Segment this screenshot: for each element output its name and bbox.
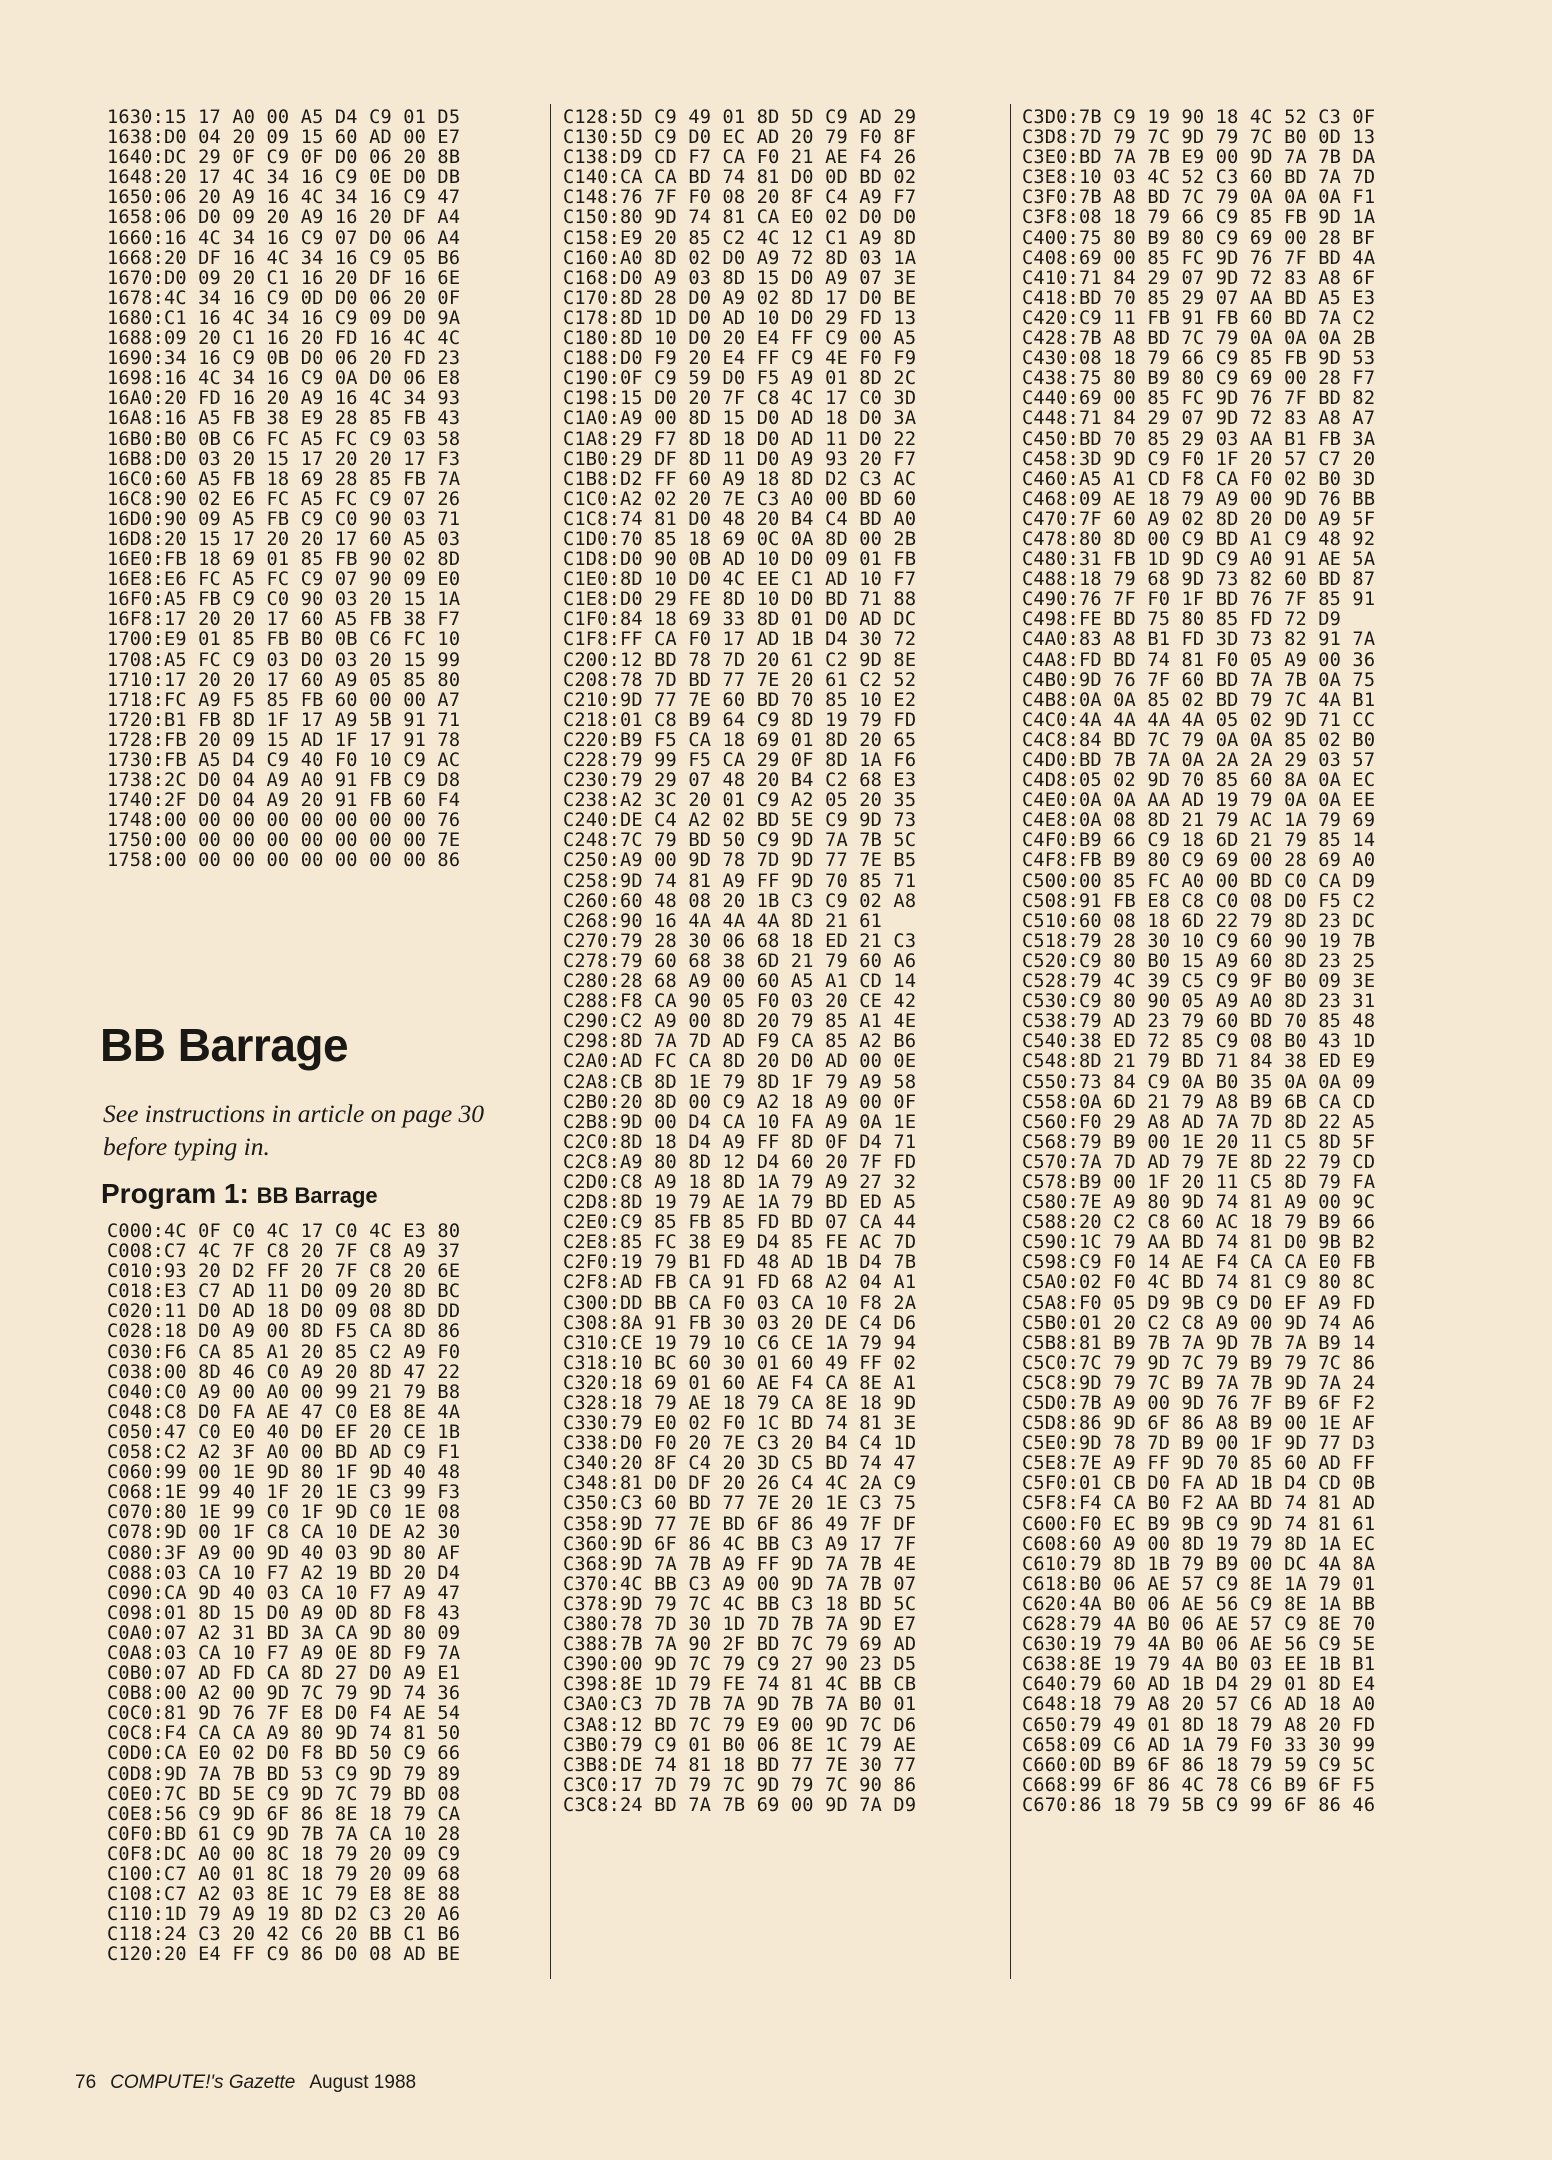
listing-line: C5E8:7E A9 FF 9D 70 85 60 AD FF <box>1022 1453 1376 1475</box>
listing-line: C030:F6 CA 85 A1 20 85 C2 A9 F0 <box>107 1341 461 1363</box>
listing-line: C228:79 99 F5 CA 29 0F 8D 1A F6 <box>563 750 917 771</box>
listing-line: C240:DE C4 A2 02 BD 5E C9 9D 73 <box>563 810 917 832</box>
listing-column-2 <box>563 108 916 1816</box>
listing-line: C568:79 B9 00 1E 20 11 C5 8D 5F <box>1022 1131 1376 1153</box>
listing-line: C650:79 49 01 8D 18 79 A8 20 FD <box>1022 1714 1376 1736</box>
listing-line: C4B8:0A 0A 85 02 BD 79 7C 4A B1 <box>1022 689 1376 711</box>
listing-line: C550:73 84 C9 0A B0 35 0A 0A 09 <box>1022 1071 1376 1093</box>
listing-line: C2C0:8D 18 D4 A9 FF 8D 0F D4 71 <box>563 1131 917 1153</box>
listing-line: C198:15 D0 20 7F C8 4C 17 C0 3D <box>563 388 917 410</box>
listing-line: C2B0:20 8D 00 C9 A2 18 A9 00 0F <box>563 1091 917 1113</box>
listing-line: C058:C2 A2 3F A0 00 BD AD C9 F1 <box>107 1442 461 1464</box>
listing-line: C470:7F 60 A9 02 8D 20 D0 A9 5F <box>1022 508 1376 530</box>
listing-line: C160:A0 8D 02 D0 A9 72 8D 03 1A <box>563 247 917 269</box>
listing-line: C438:75 80 B9 80 C9 69 00 28 F7 <box>1022 368 1376 390</box>
listing-line: C500:00 85 FC A0 00 BD C0 CA D9 <box>1022 870 1376 892</box>
listing-line: C408:69 00 85 FC 9D 76 7F BD 4A <box>1022 247 1376 269</box>
listing-line: C360:9D 6F 86 4C BB C3 A9 17 7F <box>563 1533 917 1555</box>
listing-line: C278:79 60 68 38 6D 21 79 60 A6 <box>563 950 917 972</box>
listing-line: C090:CA 9D 40 03 CA 10 F7 A9 47 <box>107 1582 461 1604</box>
listing-line: C040:C0 A9 00 A0 00 99 21 79 B8 <box>107 1381 461 1403</box>
listing-line: C3D0:7B C9 19 90 18 4C 52 C3 0F <box>1022 107 1376 128</box>
listing-line: C608:60 A9 00 8D 19 79 8D 1A EC <box>1022 1533 1376 1555</box>
listing-line: 16D8:20 15 17 20 20 17 60 A5 03 <box>107 528 461 550</box>
listing-line: C1A8:29 F7 8D 18 D0 AD 11 D0 22 <box>563 428 917 450</box>
listing-line: C390:00 9D 7C 79 C9 27 90 23 D5 <box>563 1654 917 1676</box>
listing-line: 1720:B1 FB 8D 1F 17 A9 5B 91 71 <box>107 709 461 731</box>
listing-line: C140:CA CA BD 74 81 D0 0D BD 02 <box>563 167 917 189</box>
listing-line: C3A0:C3 7D 7B 7A 9D 7B 7A B0 01 <box>563 1694 917 1716</box>
listing-line: C3A8:12 BD 7C 79 E9 00 9D 7C D6 <box>563 1714 917 1736</box>
listing-line: C448:71 84 29 07 9D 72 83 A8 A7 <box>1022 408 1376 430</box>
listing-line: C098:01 8D 15 D0 A9 0D 8D F8 43 <box>107 1602 461 1624</box>
listing-line: C558:0A 6D 21 79 A8 B9 6B CA CD <box>1022 1091 1376 1113</box>
listing-line: C2C8:A9 80 8D 12 D4 60 20 7F FD <box>563 1151 917 1173</box>
listing-line: C0D0:CA E0 02 D0 F8 BD 50 C9 66 <box>107 1743 461 1765</box>
program-name: BB Barrage <box>256 1183 378 1208</box>
listing-line: 1680:C1 16 4C 34 16 C9 09 D0 9A <box>107 307 461 329</box>
listing-line: C4B0:9D 76 7F 60 BD 7A 7B 0A 75 <box>1022 669 1376 691</box>
listing-line: C020:11 D0 AD 18 D0 09 08 8D DD <box>107 1301 461 1323</box>
listing-line: C630:19 79 4A B0 06 AE 56 C9 5E <box>1022 1634 1376 1656</box>
listing-line: C268:90 16 4A 4A 4A 8D 21 61 <box>563 910 883 932</box>
listing-line: 16F8:17 20 20 17 60 A5 FB 38 F7 <box>107 609 461 631</box>
listing-line: C070:80 1E 99 C0 1F 9D C0 1E 08 <box>107 1502 461 1524</box>
listing-line: C2D0:C8 A9 18 8D 1A 79 A9 27 32 <box>563 1171 917 1193</box>
listing-line: C4D8:05 02 9D 70 85 60 8A 0A EC <box>1022 770 1376 792</box>
listing-line: 1650:06 20 A9 16 4C 34 16 C9 47 <box>107 187 461 209</box>
listing-line: C320:18 69 01 60 AE F4 CA 8E A1 <box>563 1372 917 1394</box>
listing-line: C5F8:F4 CA B0 F2 AA BD 74 81 AD <box>1022 1493 1376 1515</box>
listing-line: C428:7B A8 BD 7C 79 0A 0A 0A 2B <box>1022 328 1376 350</box>
listing-line: C138:D9 CD F7 CA F0 21 AE F4 26 <box>563 147 917 169</box>
listing-line: 1670:D0 09 20 C1 16 20 DF 16 6E <box>107 267 461 289</box>
listing-line: C168:D0 A9 03 8D 15 D0 A9 07 3E <box>563 267 917 289</box>
listing-line: C2B8:9D 00 D4 CA 10 FA A9 0A 1E <box>563 1111 917 1133</box>
listing-line: C610:79 8D 1B 79 B9 00 DC 4A 8A <box>1022 1553 1376 1575</box>
listing-line: C3D8:7D 79 7C 9D 79 7C B0 0D 13 <box>1022 127 1376 149</box>
listing-line: C410:71 84 29 07 9D 72 83 A8 6F <box>1022 267 1376 289</box>
listing-line: C400:75 80 B9 80 C9 69 00 28 BF <box>1022 227 1376 249</box>
listing-line: 1688:09 20 C1 16 20 FD 16 4C 4C <box>107 328 461 350</box>
listing-line: C4D0:BD 7B 7A 0A 2A 2A 29 03 57 <box>1022 750 1376 771</box>
listing-line: C078:9D 00 1F C8 CA 10 DE A2 30 <box>107 1522 461 1544</box>
column-rule-left <box>550 104 551 1979</box>
article-title: BB Barrage <box>100 1019 349 1071</box>
listing-line: 1648:20 17 4C 34 16 C9 0E D0 DB <box>107 167 461 189</box>
listing-line: C598:C9 F0 14 AE F4 CA CA E0 FB <box>1022 1252 1376 1274</box>
listing-line: C380:78 7D 30 1D 7D 7B 7A 9D E7 <box>563 1614 917 1636</box>
listing-line: C450:BD 70 85 29 03 AA B1 FB 3A <box>1022 428 1376 450</box>
listing-line: C1B8:D2 FF 60 A9 18 8D D2 C3 AC <box>563 468 917 490</box>
listing-line: C370:4C BB C3 A9 00 9D 7A 7B 07 <box>563 1573 917 1595</box>
listing-line: C460:A5 A1 CD F8 CA F0 02 B0 3D <box>1022 468 1376 490</box>
listing-line: C1E0:8D 10 D0 4C EE C1 AD 10 F7 <box>563 569 917 591</box>
listing-line: C210:9D 77 7E 60 BD 70 85 10 E2 <box>563 689 917 711</box>
listing-line: C640:79 60 AD 1B D4 29 01 8D E4 <box>1022 1674 1376 1696</box>
listing-line: C1F8:FF CA F0 17 AD 1B D4 30 72 <box>563 629 917 651</box>
listing-line: 1750:00 00 00 00 00 00 00 00 7E <box>107 830 461 852</box>
listing-line: C548:8D 21 79 BD 71 84 38 ED E9 <box>1022 1051 1376 1073</box>
listing-line: C328:18 79 AE 18 79 CA 8E 18 9D <box>563 1393 917 1414</box>
listing-line: C150:80 9D 74 81 CA E0 02 D0 D0 <box>563 207 917 229</box>
listing-line: C600:F0 EC B9 9B C9 9D 74 81 61 <box>1022 1513 1376 1535</box>
listing-line: C190:0F C9 59 D0 F5 A9 01 8D 2C <box>563 368 917 390</box>
listing-line: C4E8:0A 08 8D 21 79 AC 1A 79 69 <box>1022 810 1376 832</box>
listing-line: C0D8:9D 7A 7B BD 53 C9 9D 79 89 <box>107 1763 461 1785</box>
listing-line: 16E8:E6 FC A5 FC C9 07 90 09 E0 <box>107 569 461 591</box>
listing-line: C0B0:07 AD FD CA 8D 27 D0 A9 E1 <box>107 1663 461 1685</box>
listing-line: C480:31 FB 1D 9D C9 A0 91 AE 5A <box>1022 549 1376 571</box>
listing-line: 1708:A5 FC C9 03 D0 03 20 15 99 <box>107 649 461 671</box>
listing-line: C330:79 E0 02 F0 1C BD 74 81 3E <box>563 1413 917 1435</box>
listing-line: C620:4A B0 06 AE 56 C9 8E 1A BB <box>1022 1593 1376 1615</box>
listing-line: 1700:E9 01 85 FB B0 0B C6 FC 10 <box>107 629 461 651</box>
listing-line: C3C0:17 7D 79 7C 9D 79 7C 90 86 <box>563 1774 917 1796</box>
listing-line: C468:09 AE 18 79 A9 00 9D 76 BB <box>1022 488 1376 510</box>
listing-line: C0A8:03 CA 10 F7 A9 0E 8D F9 7A <box>107 1642 461 1664</box>
listing-line: C4A0:83 A8 B1 FD 3D 73 82 91 7A <box>1022 629 1376 651</box>
listing-line: C350:C3 60 BD 77 7E 20 1E C3 75 <box>563 1493 917 1515</box>
listing-line: C028:18 D0 A9 00 8D F5 CA 8D 86 <box>107 1321 461 1343</box>
listing-line: C658:09 C6 AD 1A 79 F0 33 30 99 <box>1022 1734 1376 1756</box>
listing-line: C1B0:29 DF 8D 11 D0 A9 93 20 F7 <box>563 448 917 470</box>
listing-line: C3B0:79 C9 01 B0 06 8E 1C 79 AE <box>563 1734 917 1756</box>
listing-line: C2F0:19 79 B1 FD 48 AD 1B D4 7B <box>563 1252 917 1274</box>
listing-line: C668:99 6F 86 4C 78 C6 B9 6F F5 <box>1022 1774 1376 1796</box>
page-number: 76 <box>75 2072 97 2093</box>
program-heading <box>101 1178 378 1210</box>
listing-line: 1758:00 00 00 00 00 00 00 00 86 <box>107 850 461 872</box>
listing-line: C230:79 29 07 48 20 B4 C2 68 E3 <box>563 770 917 792</box>
listing-line: C538:79 AD 23 79 60 BD 70 85 48 <box>1022 1011 1376 1033</box>
listing-line: C5B0:01 20 C2 C8 A9 00 9D 74 A6 <box>1022 1312 1376 1334</box>
listing-line: C108:C7 A2 03 8E 1C 79 E8 8E 88 <box>107 1884 461 1906</box>
listing-line: C5D0:7B A9 00 9D 76 7F B9 6F F2 <box>1022 1393 1376 1414</box>
listing-line: C310:CE 19 79 10 C6 CE 1A 79 94 <box>563 1332 917 1354</box>
listing-line: C100:C7 A0 01 8C 18 79 20 09 68 <box>107 1864 461 1885</box>
listing-line: C308:8A 91 FB 30 03 20 DE C4 D6 <box>563 1312 917 1334</box>
listing-line: C208:78 7D BD 77 7E 20 61 C2 52 <box>563 669 917 691</box>
listing-line: 16B8:D0 03 20 15 17 20 20 17 F3 <box>107 448 461 470</box>
listing-line: C250:A9 00 9D 78 7D 9D 77 7E B5 <box>563 850 917 872</box>
listing-line: C578:B9 00 1F 20 11 C5 8D 79 FA <box>1022 1171 1376 1193</box>
listing-line: C300:DD BB CA F0 03 CA 10 F8 2A <box>563 1292 917 1314</box>
program-heading-label: Program 1: <box>101 1178 249 1209</box>
listing-line: C0A0:07 A2 31 BD 3A CA 9D 80 09 <box>107 1622 461 1644</box>
listing-line: C1A0:A9 00 8D 15 D0 AD 18 D0 3A <box>563 408 917 430</box>
listing-line: C3B8:DE 74 81 18 BD 77 7E 30 77 <box>563 1754 917 1776</box>
listing-line: C218:01 C8 B9 64 C9 8D 19 79 FD <box>563 709 917 731</box>
listing-line: C420:C9 11 FB 91 FB 60 BD 7A C2 <box>1022 307 1376 329</box>
listing-line: C248:7C 79 BD 50 C9 9D 7A 7B 5C <box>563 830 917 852</box>
listing-line: C3E0:BD 7A 7B E9 00 9D 7A 7B DA <box>1022 147 1376 169</box>
listing-line: 16D0:90 09 A5 FB C9 C0 90 03 71 <box>107 508 461 530</box>
listing-line: C238:A2 3C 20 01 C9 A2 05 20 35 <box>563 790 917 812</box>
listing-line: C418:BD 70 85 29 07 AA BD A5 E3 <box>1022 287 1376 309</box>
listing-line: 1718:FC A9 F5 85 FB 60 00 00 A7 <box>107 689 461 711</box>
listing-line: C1D8:D0 90 0B AD 10 D0 09 01 FB <box>563 549 917 571</box>
listing-line: C4E0:0A 0A AA AD 19 79 0A 0A EE <box>1022 790 1376 812</box>
listing-column-3 <box>1022 108 1375 1816</box>
listing-line: 16F0:A5 FB C9 C0 90 03 20 15 1A <box>107 589 461 611</box>
listing-line: 1630:15 17 A0 00 A5 D4 C9 01 D5 <box>107 107 461 128</box>
listing-line: C068:1E 99 40 1F 20 1E C3 99 F3 <box>107 1482 461 1504</box>
listing-line: C0F0:BD 61 C9 9D 7B 7A CA 10 28 <box>107 1823 461 1845</box>
listing-line: C148:76 7F F0 08 20 8F C4 A9 F7 <box>563 187 917 209</box>
listing-line: C5A0:02 F0 4C BD 74 81 C9 80 8C <box>1022 1272 1376 1294</box>
listing-column-1-bottom <box>107 1222 460 1965</box>
listing-line: C1D0:70 85 18 69 0C 0A 8D 00 2B <box>563 528 917 550</box>
listing-line: C520:C9 80 B0 15 A9 60 8D 23 25 <box>1022 950 1376 972</box>
listing-line: C660:0D B9 6F 86 18 79 59 C9 5C <box>1022 1754 1376 1776</box>
listing-line: C280:28 68 A9 00 60 A5 A1 CD 14 <box>563 971 917 993</box>
listing-line: C2F8:AD FB CA 91 FD 68 A2 04 A1 <box>563 1272 917 1294</box>
column-rule-right <box>1010 104 1011 1979</box>
listing-line: C368:9D 7A 7B A9 FF 9D 7A 7B 4E <box>563 1553 917 1575</box>
listing-line: C5D8:86 9D 6F 86 A8 B9 00 1E AF <box>1022 1413 1376 1435</box>
listing-line: C530:C9 80 90 05 A9 A0 8D 23 31 <box>1022 991 1376 1013</box>
listing-column-1-top <box>107 108 460 872</box>
listing-line: C508:91 FB E8 C8 C0 08 D0 F5 C2 <box>1022 890 1376 912</box>
listing-line: C4C8:84 BD 7C 79 0A 0A 85 02 B0 <box>1022 729 1376 751</box>
listing-line: 1740:2F D0 04 A9 20 91 FB 60 F4 <box>107 790 461 812</box>
listing-line: C628:79 4A B0 06 AE 57 C9 8E 70 <box>1022 1614 1376 1636</box>
listing-line: C378:9D 79 7C 4C BB C3 18 BD 5C <box>563 1593 917 1615</box>
listing-line: C288:F8 CA 90 05 F0 03 20 CE 42 <box>563 991 917 1013</box>
listing-line: C038:00 8D 46 C0 A9 20 8D 47 22 <box>107 1361 461 1383</box>
listing-line: 16E0:FB 18 69 01 85 FB 90 02 8D <box>107 549 461 571</box>
listing-line: C0C8:F4 CA CA A9 80 9D 74 81 50 <box>107 1723 461 1745</box>
listing-line: C0E0:7C BD 5E C9 9D 7C 79 BD 08 <box>107 1783 461 1805</box>
listing-line: C478:80 8D 00 C9 BD A1 C9 48 92 <box>1022 528 1376 550</box>
listing-line: C110:1D 79 A9 19 8D D2 C3 20 A6 <box>107 1904 461 1926</box>
listing-line: C3E8:10 03 4C 52 C3 60 BD 7A 7D <box>1022 167 1376 189</box>
listing-line: C120:20 E4 FF C9 86 D0 08 AD BE <box>107 1944 461 1966</box>
listing-line: 16A8:16 A5 FB 38 E9 28 85 FB 43 <box>107 408 461 430</box>
listing-line: C010:93 20 D2 FF 20 7F C8 20 6E <box>107 1261 461 1283</box>
listing-line: 1738:2C D0 04 A9 A0 91 FB C9 D8 <box>107 770 461 792</box>
listing-line: C4A8:FD BD 74 81 F0 05 A9 00 36 <box>1022 649 1376 671</box>
listing-line: C060:99 00 1E 9D 80 1F 9D 40 48 <box>107 1462 461 1484</box>
listing-line: C200:12 BD 78 7D 20 61 C2 9D 8E <box>563 649 917 671</box>
listing-line: C4C0:4A 4A 4A 4A 05 02 9D 71 CC <box>1022 709 1376 731</box>
listing-line: C3F8:08 18 79 66 C9 85 FB 9D 1A <box>1022 207 1376 229</box>
listing-line: C080:3F A9 00 9D 40 03 9D 80 AF <box>107 1542 461 1564</box>
listing-line: C298:8D 7A 7D AD F9 CA 85 A2 B6 <box>563 1031 917 1053</box>
listing-line: C1C8:74 81 D0 48 20 B4 C4 BD A0 <box>563 508 917 530</box>
listing-line: C518:79 28 30 10 C9 60 90 19 7B <box>1022 930 1376 952</box>
listing-line: C050:47 C0 E0 40 D0 EF 20 CE 1B <box>107 1421 461 1443</box>
listing-line: C018:E3 C7 AD 11 D0 09 20 8D BC <box>107 1281 461 1303</box>
listing-line: C440:69 00 85 FC 9D 76 7F BD 82 <box>1022 388 1376 410</box>
listing-line: C008:C7 4C 7F C8 20 7F C8 A9 37 <box>107 1241 461 1263</box>
listing-line: C130:5D C9 D0 EC AD 20 79 F0 8F <box>563 127 917 149</box>
listing-line: C528:79 4C 39 C5 C9 9F B0 09 3E <box>1022 971 1376 993</box>
listing-line: 16C8:90 02 E6 FC A5 FC C9 07 26 <box>107 488 461 510</box>
publication-name: COMPUTE!'s Gazette <box>110 2072 296 2093</box>
listing-line: C670:86 18 79 5B C9 99 6F 86 46 <box>1022 1794 1376 1816</box>
listing-line: 1690:34 16 C9 0B D0 06 20 FD 23 <box>107 348 461 370</box>
listing-line: C488:18 79 68 9D 73 82 60 BD 87 <box>1022 569 1376 591</box>
listing-line: C458:3D 9D C9 F0 1F 20 57 C7 20 <box>1022 448 1376 470</box>
listing-line: C000:4C 0F C0 4C 17 C0 4C E3 80 <box>107 1221 461 1242</box>
listing-line: C258:9D 74 81 A9 FF 9D 70 85 71 <box>563 870 917 892</box>
listing-line: C088:03 CA 10 F7 A2 19 BD 20 D4 <box>107 1562 461 1584</box>
listing-line: C0C0:81 9D 76 7F E8 D0 F4 AE 54 <box>107 1703 461 1725</box>
listing-line: C588:20 C2 C8 60 AC 18 79 B9 66 <box>1022 1212 1376 1234</box>
listing-line: C180:8D 10 D0 20 E4 FF C9 00 A5 <box>563 328 917 350</box>
listing-line: C540:38 ED 72 85 C9 08 B0 43 1D <box>1022 1031 1376 1053</box>
listing-line: 16B0:B0 0B C6 FC A5 FC C9 03 58 <box>107 428 461 450</box>
listing-line: C340:20 8F C4 20 3D C5 BD 74 47 <box>563 1453 917 1475</box>
listing-line: C048:C8 D0 FA AE 47 C0 E8 8E 4A <box>107 1401 461 1423</box>
listing-line: 1658:06 D0 09 20 A9 16 20 DF A4 <box>107 207 461 229</box>
listing-line: C498:FE BD 75 80 85 FD 72 D9 <box>1022 609 1342 631</box>
listing-line: 1730:FB A5 D4 C9 40 F0 10 C9 AC <box>107 750 461 771</box>
listing-line: C1C0:A2 02 20 7E C3 A0 00 BD 60 <box>563 488 917 510</box>
listing-line: C5C0:7C 79 9D 7C 79 B9 79 7C 86 <box>1022 1352 1376 1374</box>
listing-line: C580:7E A9 80 9D 74 81 A9 00 9C <box>1022 1192 1376 1214</box>
listing-line: C1E8:D0 29 FE 8D 10 D0 BD 71 88 <box>563 589 917 611</box>
listing-line: C188:D0 F9 20 E4 FF C9 4E F0 F9 <box>563 348 917 370</box>
listing-line: C4F0:B9 66 C9 18 6D 21 79 85 14 <box>1022 830 1376 852</box>
listing-line: C430:08 18 79 66 C9 85 FB 9D 53 <box>1022 348 1376 370</box>
listing-line: C1F0:84 18 69 33 8D 01 D0 AD DC <box>563 609 917 631</box>
listing-line: C570:7A 7D AD 79 7E 8D 22 79 CD <box>1022 1151 1376 1173</box>
listing-line: 1668:20 DF 16 4C 34 16 C9 05 B6 <box>107 247 461 269</box>
listing-line: C510:60 08 18 6D 22 79 8D 23 DC <box>1022 910 1376 932</box>
article-intro: See instructions in article on page 30 before typing in. <box>103 1099 485 1161</box>
listing-line: C0B8:00 A2 00 9D 7C 79 9D 74 36 <box>107 1683 461 1705</box>
listing-line: C118:24 C3 20 42 C6 20 BB C1 B6 <box>107 1924 461 1946</box>
listing-line: C290:C2 A9 00 8D 20 79 85 A1 4E <box>563 1011 917 1033</box>
listing-line: C170:8D 28 D0 A9 02 8D 17 D0 BE <box>563 287 917 309</box>
listing-line: C3C8:24 BD 7A 7B 69 00 9D 7A D9 <box>563 1794 917 1816</box>
listing-line: C3F0:7B A8 BD 7C 79 0A 0A 0A F1 <box>1022 187 1376 209</box>
listing-line: C2A8:CB 8D 1E 79 8D 1F 79 A9 58 <box>563 1071 917 1093</box>
listing-line: 1710:17 20 20 17 60 A9 05 85 80 <box>107 669 461 691</box>
listing-line: C388:7B 7A 90 2F BD 7C 79 69 AD <box>563 1634 917 1656</box>
listing-line: 1678:4C 34 16 C9 0D D0 06 20 0F <box>107 287 461 309</box>
listing-line: 1698:16 4C 34 16 C9 0A D0 06 E8 <box>107 368 461 390</box>
listing-line: C2A0:AD FC CA 8D 20 D0 AD 00 0E <box>563 1051 917 1073</box>
listing-line: C5B8:81 B9 7B 7A 9D 7B 7A B9 14 <box>1022 1332 1376 1354</box>
listing-line: C2E8:85 FC 38 E9 D4 85 FE AC 7D <box>563 1232 917 1254</box>
listing-line: C5F0:01 CB D0 FA AD 1B D4 CD 0B <box>1022 1473 1376 1495</box>
listing-line: C5C8:9D 79 7C B9 7A 7B 9D 7A 24 <box>1022 1372 1376 1394</box>
listing-line: 16C0:60 A5 FB 18 69 28 85 FB 7A <box>107 468 461 490</box>
listing-line: C0F8:DC A0 00 8C 18 79 20 09 C9 <box>107 1843 461 1865</box>
listing-line: C358:9D 77 7E BD 6F 86 49 7F DF <box>563 1513 917 1535</box>
listing-line: 1748:00 00 00 00 00 00 00 00 76 <box>107 810 461 832</box>
listing-line: C2E0:C9 85 FB 85 FD BD 07 CA 44 <box>563 1212 917 1234</box>
listing-line: 1640:DC 29 0F C9 0F D0 06 20 8B <box>107 147 461 169</box>
listing-line: C590:1C 79 AA BD 74 81 D0 9B B2 <box>1022 1232 1376 1254</box>
listing-line: C638:8E 19 79 4A B0 03 EE 1B B1 <box>1022 1654 1376 1676</box>
listing-line: 1638:D0 04 20 09 15 60 AD 00 E7 <box>107 127 461 149</box>
listing-line: C4F8:FB B9 80 C9 69 00 28 69 A0 <box>1022 850 1376 872</box>
listing-line: C260:60 48 08 20 1B C3 C9 02 A8 <box>563 890 917 912</box>
listing-line: C0E8:56 C9 9D 6F 86 8E 18 79 CA <box>107 1803 461 1825</box>
listing-line: C348:81 D0 DF 20 26 C4 4C 2A C9 <box>563 1473 917 1495</box>
listing-line: C5A8:F0 05 D9 9B C9 D0 EF A9 FD <box>1022 1292 1376 1314</box>
listing-line: C560:F0 29 A8 AD 7A 7D 8D 22 A5 <box>1022 1111 1376 1133</box>
listing-line: C5E0:9D 78 7D B9 00 1F 9D 77 D3 <box>1022 1433 1376 1455</box>
listing-line: 16A0:20 FD 16 20 A9 16 4C 34 93 <box>107 388 461 410</box>
listing-line: C648:18 79 A8 20 57 C6 AD 18 A0 <box>1022 1694 1376 1716</box>
listing-line: C338:D0 F0 20 7E C3 20 B4 C4 1D <box>563 1433 917 1455</box>
page-footer <box>75 2072 416 2094</box>
listing-line: C490:76 7F F0 1F BD 76 7F 85 91 <box>1022 589 1376 611</box>
listing-line: C270:79 28 30 06 68 18 ED 21 C3 <box>563 930 917 952</box>
listing-line: C618:B0 06 AE 57 C9 8E 1A 79 01 <box>1022 1573 1376 1595</box>
listing-line: 1728:FB 20 09 15 AD 1F 17 91 78 <box>107 729 461 751</box>
listing-line: C178:8D 1D D0 AD 10 D0 29 FD 13 <box>563 307 917 329</box>
listing-line: C318:10 BC 60 30 01 60 49 FF 02 <box>563 1352 917 1374</box>
listing-line: C220:B9 F5 CA 18 69 01 8D 20 65 <box>563 729 917 751</box>
listing-line: C398:8E 1D 79 FE 74 81 4C BB CB <box>563 1674 917 1696</box>
listing-line: 1660:16 4C 34 16 C9 07 D0 06 A4 <box>107 227 461 249</box>
listing-line: C128:5D C9 49 01 8D 5D C9 AD 29 <box>563 107 917 128</box>
listing-line: C158:E9 20 85 C2 4C 12 C1 A9 8D <box>563 227 917 249</box>
listing-line: C2D8:8D 19 79 AE 1A 79 BD ED A5 <box>563 1192 917 1214</box>
issue-date: August 1988 <box>309 2072 417 2093</box>
